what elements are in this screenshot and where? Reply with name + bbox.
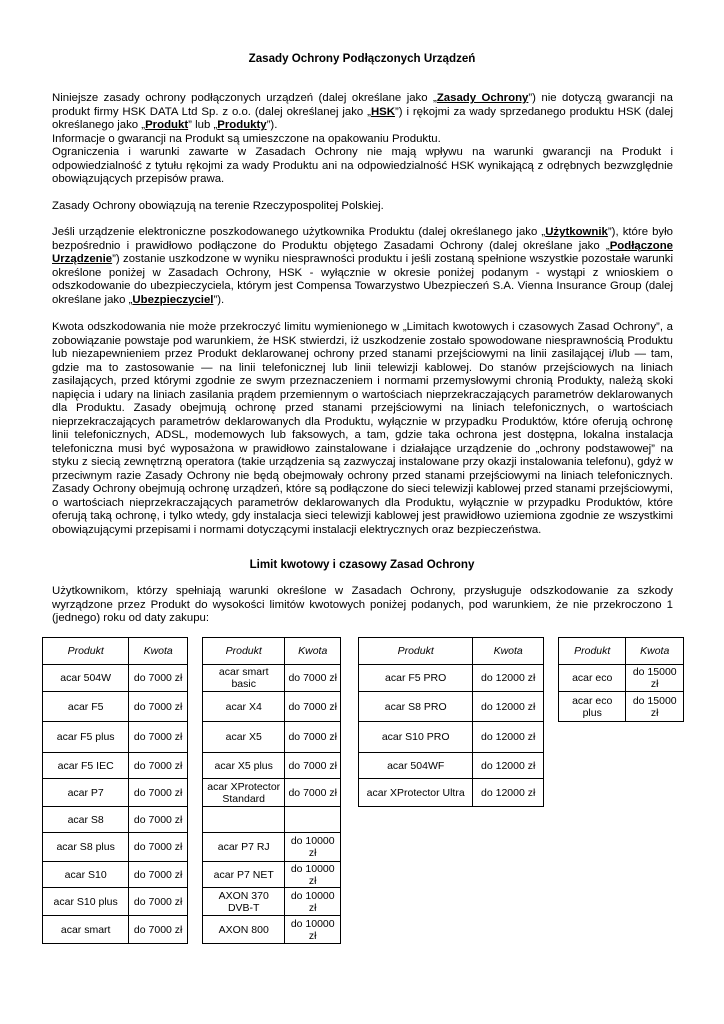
table-header-produkt: Produkt — [203, 638, 285, 665]
table-row — [359, 722, 544, 753]
table-row — [203, 753, 341, 779]
user-text-3: ”) zostanie uszkodzone w wyniku niesprawności produktu i jeśli zostaną spełnione wszystkie pozostałe warunki określone poniżej w Zasadach Ochrony, HSK - wyłącznie w okresie poniżej podanym - wystąpi z wnioskiem o odszkodowanie do ubezpieczyciela, którym jest Compensa Towarzystwo Ubezpieczeń S.A. Vienna Insurance Group (dalej określane jako „ — [52, 253, 673, 306]
intro-text-4: ” lub „ — [188, 119, 218, 131]
limitations-info: Ograniczenia i warunki zawarte w Zasadach Ochrony nie mają wpływu na warunki gwarancji na Produkt i odpowiedzialność z tytułu rękojmi za wady Produktu ani na odpowiedzialność HSK wynikającą z odrębnych bezwzględnie obowiązujących przepisów prawa. — [52, 146, 673, 185]
limits-table-2 — [202, 637, 341, 944]
document-title: Zasady Ochrony Podłączonych Urządzeń — [248, 52, 476, 65]
product-limit: do 7000 zł — [129, 807, 188, 833]
product-limit: do 7000 zł — [285, 779, 341, 807]
product-name: acar S10 PRO — [359, 722, 473, 753]
product-name — [203, 807, 285, 833]
product-limit: do 7000 zł — [129, 833, 188, 862]
territory-paragraph: Zasady Ochrony obowiązują na terenie Rzeczypospolitej Polskiej. — [52, 200, 384, 212]
intro-paragraph — [52, 92, 673, 187]
product-name: AXON 370 DVB-T — [203, 888, 285, 916]
product-limit: do 12000 zł — [473, 722, 544, 753]
product-limit: do 12000 zł — [473, 779, 544, 807]
product-name: acar P7 NET — [203, 862, 285, 888]
product-limit: do 7000 zł — [285, 692, 341, 722]
term-hsk: HSK — [370, 105, 395, 118]
limits-paragraph: Użytkownikom, którzy spełniają warunki określone w Zasadach Ochrony, przysługuje odszkodowanie za szkody wyrządzone przez Produkt do wysokości limitów kwotowych poniżej podanych, pod warunkiem, że nie przekroczono 1 (jednego) roku od daty zakupu: — [52, 585, 673, 624]
limits-title: Limit kwotowy i czasowy Zasad Ochrony — [249, 558, 475, 571]
product-limit: do 7000 zł — [129, 722, 188, 753]
table-row — [43, 916, 188, 944]
table-row — [203, 888, 341, 916]
product-name: acar S8 PRO — [359, 692, 473, 722]
table-row — [43, 779, 188, 807]
compensation-paragraph: Kwota odszkodowania nie może przekroczyć limitu wymienionego w „Limitach kwotowych i czasowych Zasad Ochrony”, a zobowiązanie powstaje pod warunkiem, że HSK stwierdzi, iż uszkodzenie zostało spowodowane niesprawnością Produktu lub niezapewnieniem przez Produkt deklarowanej ochrony przed stanami przejściowymi na linii zasilającej i/lub — tam, gdzie ma to zastosowanie — na linii telefonicznej lub linii telewizji kablowej. Do stanów przejściowych na liniach zasilających, przed którymi zgodnie ze swym przeznaczeniem i normami przemysłowymi chronią Produkty, należą skoki napięcia i udary na liniach zasilania prądem przemiennym o wartościach nieprzekraczających parametrów deklarowanych dla Produktu. Zasady obejmują ochronę przed stanami przejściowymi na liniach telefonicznych, o wartościach nieprzekraczających parametrów deklarowanych dla Produktu, wyłącznie w przypadku Produktów, które oferują ochronę linii telefonicznych, ADSL, modemowych lub faksowych, a tam, gdzie taka ochrona jest dostępna, lokalna instalacja telefoniczna musi być wyposażona w prawidłowo zainstalowane i działające urządzenie do „ochrony podstawowej” na styku z siecią zewnętrzną operatora (takie urządzenia są zazwyczaj instalowane przy okazji instalowania telefonu), gdyż w przeciwnym razie Zasady Ochrony nie będą obejmowały ochrony przed stanami przejściowymi na liniach telefonicznych. Zasady Ochrony obejmują ochronę urządzeń, które są podłączone do sieci telewizji kablowej przed stanami przejściowymi, o wartościach nieprzekraczających parametrów deklarowanych dla Produktu, wyłącznie w przypadku Produktów, które oferują taką ochronę, i tylko wtedy, gdy instalacja sieci telewizji kablowej jest prawidłowo uziemiona zgodnie ze wszystkimi obowiązującymi przepisami i normami dotyczącymi instalacji elektrycznych oraz bezpieczeństwa. — [52, 321, 673, 536]
table-row — [203, 916, 341, 944]
product-name: acar P7 — [43, 779, 129, 807]
table-header-kwota: Kwota — [285, 638, 341, 665]
table-row — [203, 779, 341, 807]
table-row — [203, 665, 341, 692]
product-name: acar XProtector Ultra — [359, 779, 473, 807]
product-name: acar smart — [43, 916, 129, 944]
product-limit: do 12000 zł — [473, 665, 544, 692]
term-produkty: Produkty — [217, 119, 267, 131]
product-limit: do 15000 zł — [626, 692, 684, 722]
term-podlaczone-urzadzenie: Podłączone Urządzenie — [52, 239, 673, 265]
product-name: acar F5 IEC — [43, 753, 129, 779]
table-header-kwota: Kwota — [129, 638, 188, 665]
product-limit: do 10000 zł — [285, 916, 341, 944]
product-name: acar P7 RJ — [203, 833, 285, 862]
product-limit: do 7000 zł — [285, 665, 341, 692]
product-name: acar S10 — [43, 862, 129, 888]
user-text-2: ”), które było bezpośrednio i prawidłowo podłączone do Produktu objętego Zasadami Ochrony (dalej określane jako „ — [52, 226, 673, 252]
table-row — [43, 862, 188, 888]
product-name: AXON 800 — [203, 916, 285, 944]
product-limit: do 7000 zł — [285, 722, 341, 753]
product-name: acar 504WF — [359, 753, 473, 779]
product-limit: do 7000 zł — [129, 916, 188, 944]
term-uzytkownik: Użytkownik — [545, 226, 608, 238]
product-limit: do 12000 zł — [473, 753, 544, 779]
table-row — [203, 833, 341, 862]
table-row — [359, 665, 544, 692]
table-row — [203, 862, 341, 888]
table-row — [43, 722, 188, 753]
product-name: acar F5 PRO — [359, 665, 473, 692]
table-row — [43, 807, 188, 833]
intro-text-5: ”). — [266, 119, 278, 131]
product-limit: do 7000 zł — [129, 753, 188, 779]
product-name: acar eco — [559, 665, 626, 692]
intro-text-2: ”) nie dotyczą gwarancji na produkt firmy HSK DATA Ltd Sp. z o.o. (dalej określanej jako „ — [52, 92, 673, 118]
product-limit: do 12000 zł — [473, 692, 544, 722]
table-row — [359, 753, 544, 779]
table-row — [43, 833, 188, 862]
term-ubezpieczyciel: Ubezpieczyciel — [132, 293, 214, 306]
table-row-empty — [203, 807, 341, 833]
product-name: acar eco plus — [559, 692, 626, 722]
product-limit: do 10000 zł — [285, 862, 341, 888]
product-limit: do 15000 zł — [626, 665, 684, 692]
table-row — [559, 665, 684, 692]
product-name: acar S8 plus — [43, 833, 129, 862]
intro-text-1: Niniejsze zasady ochrony podłączonych urządzeń (dalej określane jako „ — [52, 92, 437, 104]
table-row — [43, 692, 188, 722]
table-header-kwota: Kwota — [473, 638, 544, 665]
table-header-produkt: Produkt — [43, 638, 129, 665]
table-row — [43, 753, 188, 779]
product-name: acar 504W — [43, 665, 129, 692]
table-row — [359, 779, 544, 807]
intro-text-3: ”) i rękojmi za wady sprzedanego produktu HSK (dalej określanego jako „ — [52, 105, 673, 131]
product-limit — [285, 807, 341, 833]
user-text-4: ”). — [213, 293, 225, 306]
product-limit: do 7000 zł — [129, 862, 188, 888]
product-name: acar smart basic — [203, 665, 285, 692]
product-name: acar S10 plus — [43, 888, 129, 916]
product-name: acar F5 plus — [43, 722, 129, 753]
product-limit: do 10000 zł — [285, 888, 341, 916]
term-zasady-ochrony: Zasady Ochrony — [436, 92, 529, 104]
product-name: acar X5 — [203, 722, 285, 753]
table-row — [43, 665, 188, 692]
table-row — [359, 692, 544, 722]
product-limit: do 7000 zł — [129, 779, 188, 807]
product-name: acar X4 — [203, 692, 285, 722]
user-paragraph — [52, 226, 673, 307]
product-name: acar F5 — [43, 692, 129, 722]
table-row — [203, 692, 341, 722]
product-limit: do 7000 zł — [285, 753, 341, 779]
table-row — [203, 722, 341, 753]
table-header-produkt: Produkt — [359, 638, 473, 665]
limits-table-1 — [42, 637, 188, 944]
limits-table-3 — [358, 637, 544, 807]
product-name: acar S8 — [43, 807, 129, 833]
warranty-info: Informacje o gwarancji na Produkt są umieszczone na opakowaniu Produktu. — [52, 132, 441, 145]
product-name: acar X5 plus — [203, 753, 285, 779]
product-limit: do 7000 zł — [129, 665, 188, 692]
product-limit: do 7000 zł — [129, 888, 188, 916]
limits-table-4 — [558, 637, 684, 722]
product-limit: do 7000 zł — [129, 692, 188, 722]
term-produkt: Produkt — [145, 119, 189, 131]
table-header-kwota: Kwota — [626, 638, 684, 665]
table-row — [559, 692, 684, 722]
table-row — [43, 888, 188, 916]
table-header-produkt: Produkt — [559, 638, 626, 665]
user-text-1: Jeśli urządzenie elektroniczne poszkodowanego użytkownika Produktu (dalej określanego jako „ — [52, 226, 546, 238]
product-name: acar XProtector Standard — [203, 779, 285, 807]
product-limit: do 10000 zł — [285, 833, 341, 862]
